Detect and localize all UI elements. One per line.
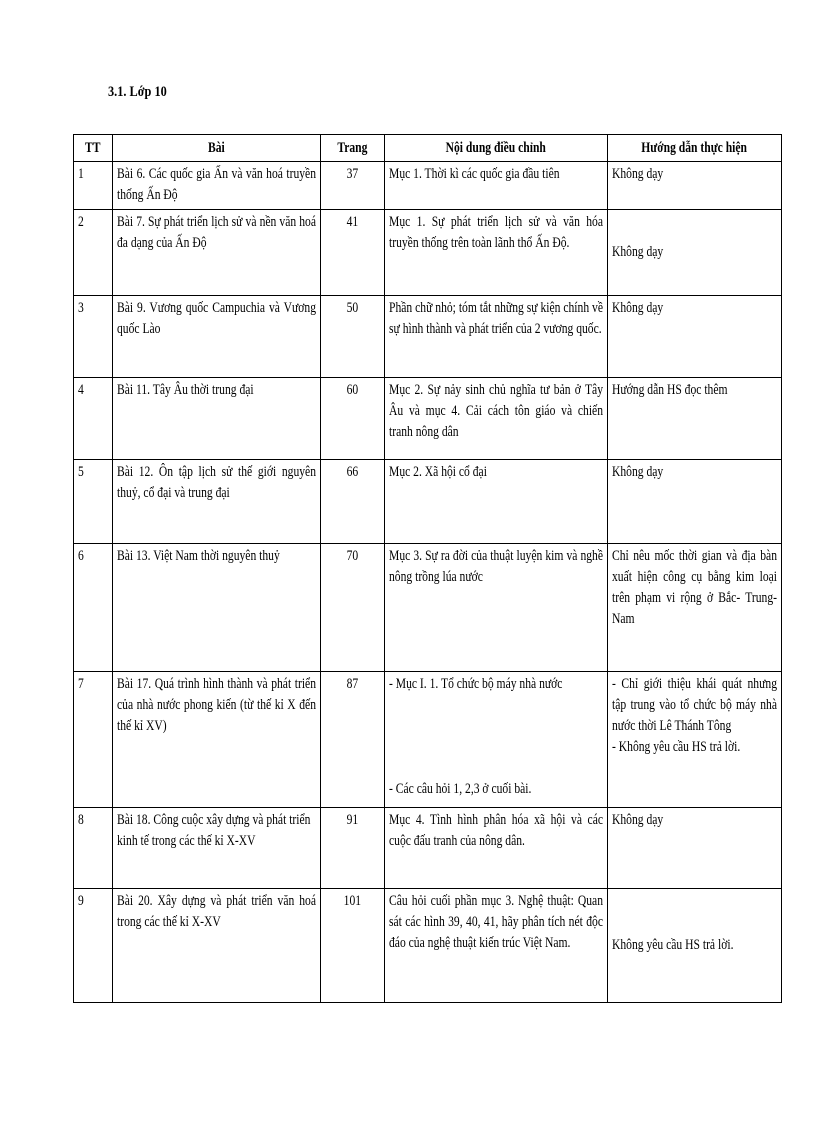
cell-bai: Bài 7. Sự phát triển lịch sử và nền văn hoá đa dạng của Ấn Độ	[113, 210, 321, 296]
section-heading: 3.1. Lớp 10	[108, 84, 167, 100]
cell-bai: Bài 17. Quá trình hình thành và phát triển của nhà nước phong kiến (từ thế kỉ X đến thế kỉ XV)	[113, 672, 321, 808]
cell-huong-dan	[608, 672, 782, 808]
cell-huong-dan: Chỉ nêu mốc thời gian và địa bàn xuất hiện công cụ bằng kim loại trên phạm vi rộng ở Bắc- Trung- Nam	[608, 544, 782, 672]
cell-tt: 1	[74, 162, 113, 210]
cell-noi-dung: Mục 1. Thời kì các quốc gia đầu tiên	[385, 162, 608, 210]
cell-huong-dan: Không dạy	[608, 460, 782, 544]
cell-noi-dung: Mục 3. Sự ra đời của thuật luyện kim và nghề nông trồng lúa nước	[385, 544, 608, 672]
cell-trang: 41	[321, 210, 385, 296]
cell-bai: Bài 6. Các quốc gia Ấn và văn hoá truyền thống Ấn Độ	[113, 162, 321, 210]
column-header-bai: Bài	[113, 135, 321, 162]
cell-trang: 50	[321, 296, 385, 378]
cell-huong-dan: Không yêu cầu HS trả lời.	[608, 889, 782, 1003]
cell-tt: 7	[74, 672, 113, 808]
adjustment-table	[73, 134, 782, 1003]
column-header-tt: TT	[74, 135, 113, 162]
cell-tt: 5	[74, 460, 113, 544]
cell-huong-dan: Hướng dẫn HS đọc thêm	[608, 378, 782, 460]
cell-noi-dung: Mục 4. Tình hình phân hóa xã hội và các cuộc đấu tranh của nông dân.	[385, 808, 608, 889]
cell-tt: 4	[74, 378, 113, 460]
table-row	[74, 210, 782, 296]
cell-huong-dan: Không dạy	[608, 210, 782, 296]
cell-bai: Bài 12. Ôn tập lịch sử thế giới nguyên thuỷ, cổ đại và trung đại	[113, 460, 321, 544]
cell-bai: Bài 9. Vương quốc Campuchia và Vương quốc Lào	[113, 296, 321, 378]
column-header-trang: Trang	[321, 135, 385, 162]
cell-bai: Bài 13. Việt Nam thời nguyên thuỷ	[113, 544, 321, 672]
cell-noi-dung: Câu hỏi cuối phần mục 3. Nghệ thuật: Quan sát các hình 39, 40, 41, hãy phân tích nét độc đáo của nghệ thuật kiến trúc Việt Nam.	[385, 889, 608, 1003]
cell-tt: 6	[74, 544, 113, 672]
table-row	[74, 460, 782, 544]
cell-noi-dung: Mục 1. Sự phát triển lịch sử và văn hóa truyền thống trên toàn lãnh thổ Ấn Độ.	[385, 210, 608, 296]
cell-trang: 60	[321, 378, 385, 460]
content-item: - Mục I. 1. Tổ chức bộ máy nhà nước	[389, 676, 563, 692]
cell-huong-dan: Không dạy	[608, 162, 782, 210]
cell-noi-dung	[385, 672, 608, 808]
cell-tt: 3	[74, 296, 113, 378]
guidance-item: - Không yêu cầu HS trả lời.	[612, 739, 741, 755]
cell-noi-dung: Mục 2. Xã hội cổ đại	[385, 460, 608, 544]
cell-tt: 8	[74, 808, 113, 889]
table-row	[74, 544, 782, 672]
table-row	[74, 296, 782, 378]
cell-bai: Bài 18. Công cuộc xây dựng và phát triển kinh tế trong các thế kỉ X-XV	[113, 808, 321, 889]
table-row	[74, 808, 782, 889]
cell-trang: 70	[321, 544, 385, 672]
cell-trang: 66	[321, 460, 385, 544]
cell-trang: 37	[321, 162, 385, 210]
cell-trang: 87	[321, 672, 385, 808]
cell-trang: 91	[321, 808, 385, 889]
cell-noi-dung: Mục 2. Sự nảy sinh chủ nghĩa tư bản ở Tây Âu và mục 4. Cải cách tôn giáo và chiến tranh nông dân	[385, 378, 608, 460]
cell-noi-dung: Phần chữ nhỏ; tóm tắt những sự kiện chính về sự hình thành và phát triển của 2 vương quốc.	[385, 296, 608, 378]
table-row	[74, 889, 782, 1003]
table-header-row	[74, 135, 782, 162]
cell-bai: Bài 11. Tây Âu thời trung đại	[113, 378, 321, 460]
table-row	[74, 378, 782, 460]
guidance-item: - Chỉ giới thiệu khái quát nhưng tập trung vào tổ chức bộ máy nhà nước thời Lê Thánh Tông	[612, 676, 777, 734]
column-header-huong-dan: Hướng dẫn thực hiện	[608, 135, 782, 162]
table-row	[74, 672, 782, 808]
cell-bai: Bài 20. Xây dựng và phát triển văn hoá trong các thế kỉ X-XV	[113, 889, 321, 1003]
table-row	[74, 162, 782, 210]
cell-tt: 2	[74, 210, 113, 296]
column-header-noi-dung: Nội dung điều chỉnh	[385, 135, 608, 162]
cell-tt: 9	[74, 889, 113, 1003]
cell-huong-dan: Không dạy	[608, 808, 782, 889]
cell-trang: 101	[321, 889, 385, 1003]
cell-huong-dan: Không dạy	[608, 296, 782, 378]
content-item: - Các câu hỏi 1, 2,3 ở cuối bài.	[389, 781, 532, 797]
